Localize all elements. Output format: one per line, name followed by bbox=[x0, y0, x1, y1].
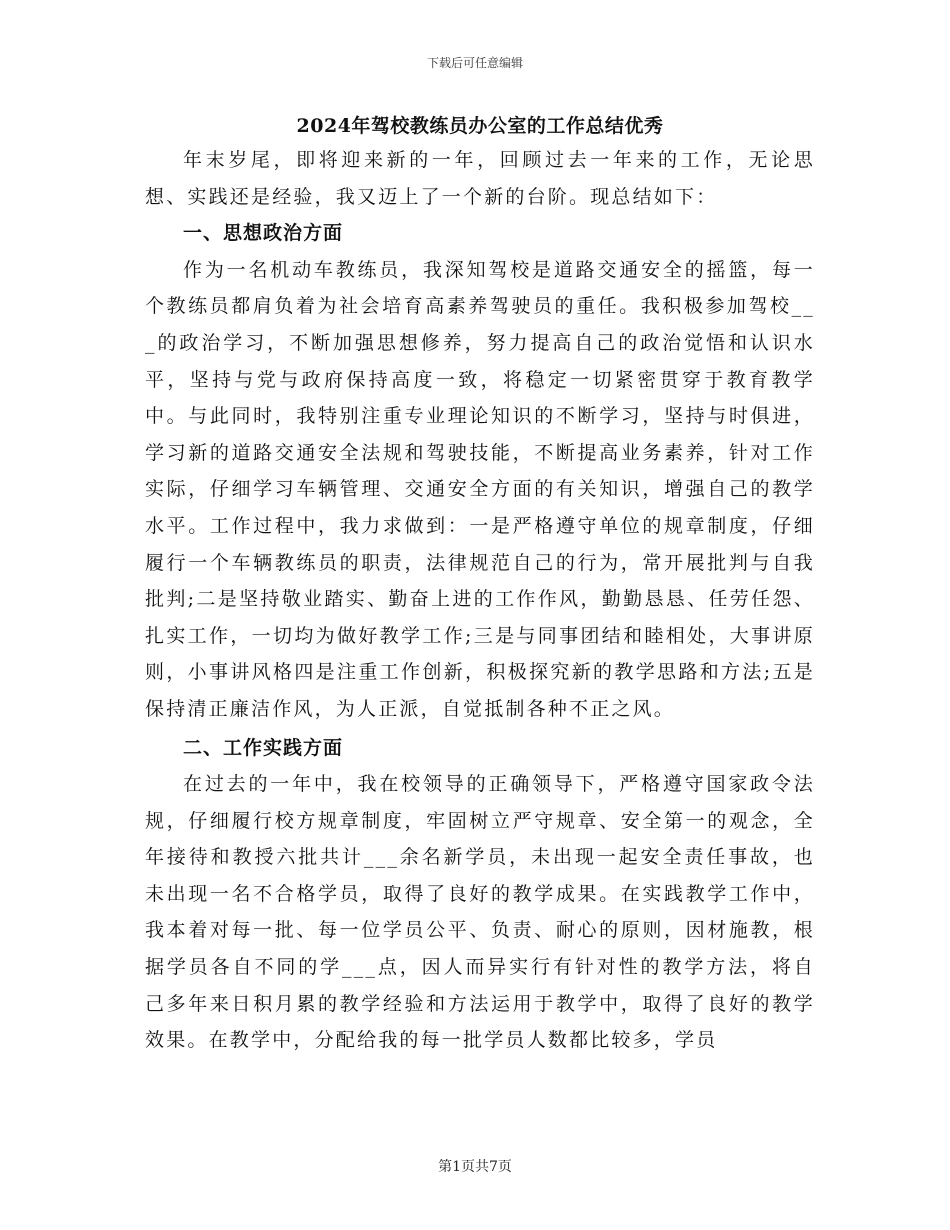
document-title: 2024年驾校教练员办公室的工作总结优秀 bbox=[296, 115, 664, 137]
document-body bbox=[145, 112, 815, 1059]
intro-paragraph: 年末岁尾，即将迎来新的一年，回顾过去一年来的工作，无论思想、实践还是经验，我又迈上了一个新的台阶。现总结如下： bbox=[145, 149, 815, 208]
page-footer: 第1页共7页 bbox=[438, 1159, 512, 1175]
section-paragraph-practice: 在过去的一年中，我在校领导的正确领导下，严格遵守国家政令法规，仔细履行校方规章制度，牢固树立严守规章、安全第一的观念，全年接待和教授六批共计___余名新学员，未出现一起安全责任事故，也未出现一名不合格学员，取得了良好的教学成果。在实践教学工作中，我本着对每一批、每一位学员公平、负责、耐心的原则，因材施教，根据学员各自不同的学___点，因人而异实行有针对性的教学方法，将自己多年来日积月累的教学经验和方法运用于教学中，取得了良好的教学效果。在教学中，分配给我的每一批学员人数都比较多，学员 bbox=[145, 773, 815, 1052]
header-note: 下载后可任意编辑 bbox=[426, 56, 523, 70]
section-heading-practice: 二、工作实践方面 bbox=[183, 736, 344, 759]
section-heading-politics: 一、思想政治方面 bbox=[183, 222, 344, 245]
section-paragraph-politics: 作为一名机动车教练员，我深知驾校是道路交通安全的摇篮，每一个教练员都肩负着为社会培育高素养驾驶员的重任。我积极参加驾校___的政治学习，不断加强思想修养，努力提高自己的政治觉悟和认识水平，坚持与党与政府保持高度一致，将稳定一切紧密贯穿于教育教学中。与此同时，我特别注重专业理论知识的不断学习，坚持与时俱进，学习新的道路交通安全法规和驾驶技能，不断提高业务素养，针对工作实际，仔细学习车辆管理、交通安全方面的有关知识，增强自己的教学水平。工作过程中，我力求做到：一是严格遵守单位的规章制度，仔细履行一个车辆教练员的职责，法律规范自己的行为，常开展批判与自我批判;二是坚持敬业踏实、勤奋上进的工作作风，勤勤恳恳、任劳任怨、扎实工作，一切均为做好教学工作;三是与同事团结和睦相处，大事讲原则，小事讲风格四是注重工作创新，积极探究新的教学思路和方法;五是保持清正廉洁作风，为人正派，自觉抵制各种不正之风。 bbox=[145, 258, 815, 720]
